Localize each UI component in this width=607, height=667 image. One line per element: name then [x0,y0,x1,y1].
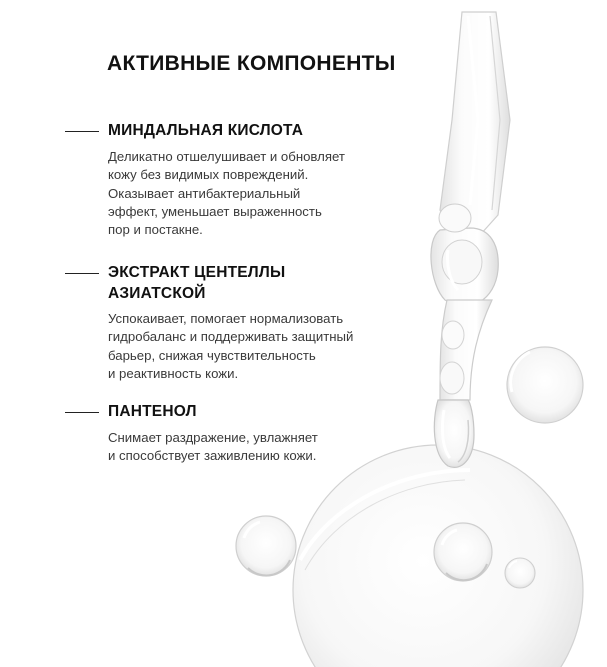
ingredient-divider-line [65,412,99,413]
bubble-small [505,558,535,588]
ingredient-divider-line [65,273,99,274]
ingredient-name: ЭКСТРАКТ ЦЕНТЕЛЛЫ АЗИАТСКОЙ [108,264,286,302]
ingredient-description: Снимает раздражение, увлажняет и способствует заживлению кожи. [108,430,318,464]
glass-pipette [431,12,510,467]
ingredient-divider-line [65,131,99,132]
ingredient-description: Деликатно отшелушивает и обновляет кожу без видимых повреждений. Оказывает антибактериальный эффект, уменьшает выраженность пор и постакне. [108,149,345,238]
ingredient-name: МИНДАЛЬНАЯ КИСЛОТА [108,122,304,139]
bubble-left [236,516,296,576]
page-title: АКТИВНЫЕ КОМПОНЕНТЫ [107,52,396,75]
ingredient-name: ПАНТЕНОЛ [108,403,197,420]
ingredient-description: Успокаивает, помогает нормализовать гидробаланс и поддерживать защитный барьер, снижая чувствительность и реактивность кожи. [108,311,354,381]
bubble-edge-right [507,347,583,423]
bubble-middle [434,523,492,581]
